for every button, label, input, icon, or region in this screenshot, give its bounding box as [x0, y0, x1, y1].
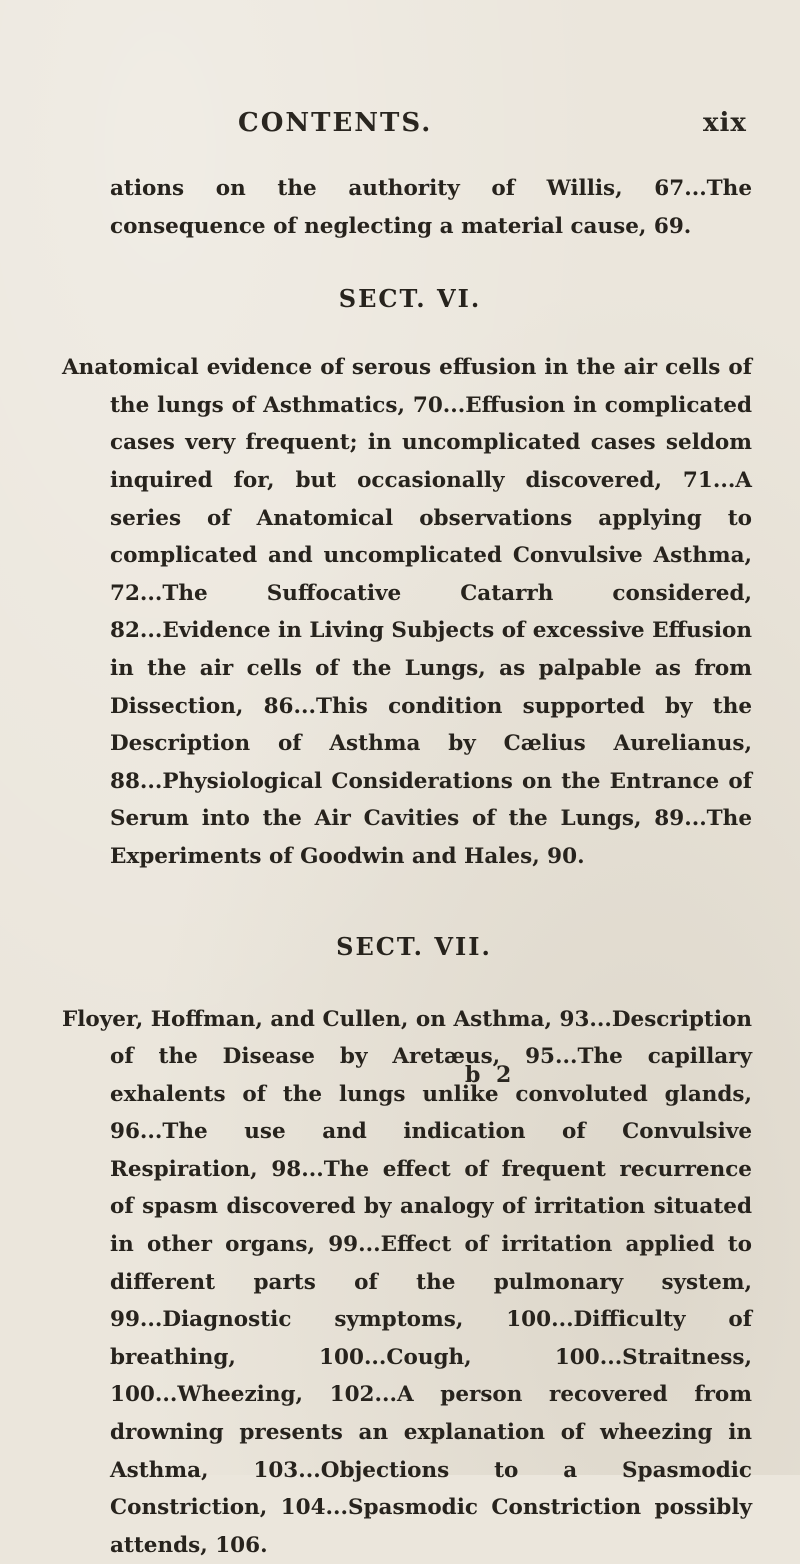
signature-mark: b 2	[465, 1062, 515, 1088]
section-heading-vi: SECT. VI.	[62, 284, 752, 313]
running-title: CONTENTS.	[238, 108, 432, 138]
page-number: xix	[703, 108, 747, 138]
section-vi-summary: Anatomical evidence of serous effusion in the air cells of the lungs of Asthmatics, 70...Effusion in complicated cases very frequent; in uncomplicated cases seldom inquired for, but occasionally discovered, 71...A series of Anatomical observations applying to complicated and uncomplicated Convulsive Asthma, 72...The Suffocative Catarrh considered, 82...Evidence in Living Subjects of excessive Effusion in the air cells of the Lungs, as palpable as from Dissection, 86...This condition supported by the Description of Asthma by Cælius Aurelianus, 88...Physiological Considerations on the Entrance of Serum into the Air Cavities of the Lungs, 89...The Experiments of Goodwin and Hales, 90.	[62, 349, 752, 875]
contents-body	[62, 170, 752, 1564]
intro-paragraph: ations on the authority of Willis, 67...The consequence of neglecting a material cause, 69.	[62, 170, 752, 245]
section-heading-vii: SECT. VII.	[62, 932, 752, 961]
section-vii-summary: Floyer, Hoffman, and Cullen, on Asthma, 93...Description of the Disease by Aretæus, 95...The capillary exhalents of the lungs unlike convoluted glands, 96...The use and indication of Convulsive Respiration, 98...The effect of frequent recurrence of spasm discovered by analogy of irritation situated in other organs, 99...Effect of irritation applied to different parts of the pulmonary system, 99...Diagnostic symptoms, 100...Difficulty of breathing, 100...Cough, 100...Straitness, 100...Wheezing, 102...A person recovered from drowning presents an explanation of wheezing in Asthma, 103...Objections to a Spasmodic Constriction, 104...Spasmodic Constriction possibly attends, 106.	[62, 1001, 752, 1564]
running-head	[0, 108, 800, 144]
